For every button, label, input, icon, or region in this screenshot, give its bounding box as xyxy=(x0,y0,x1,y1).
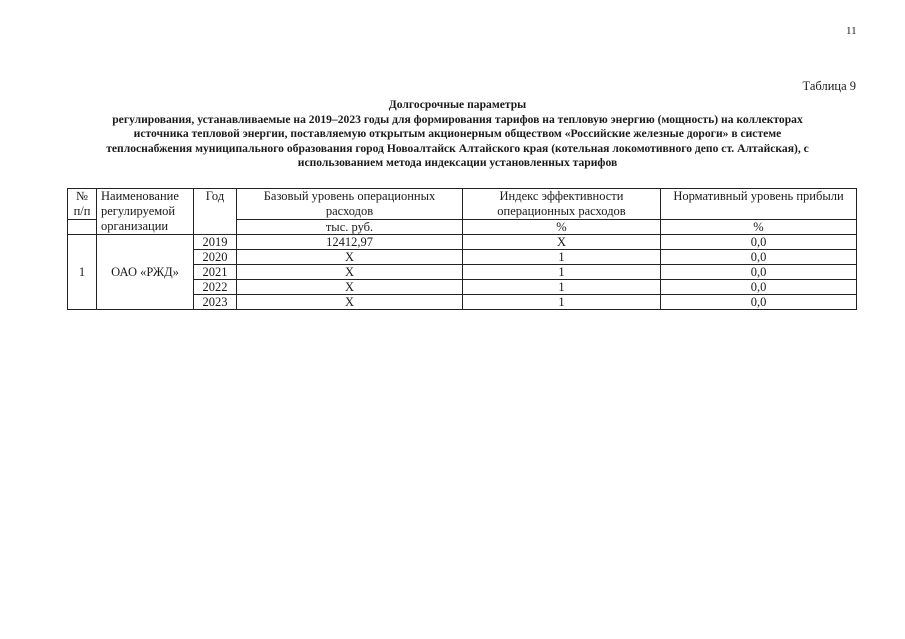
parameters-table xyxy=(67,188,857,310)
base-level-cell: Х xyxy=(237,295,463,310)
profit-level-cell: 0,0 xyxy=(661,235,857,250)
year-cell: 2022 xyxy=(194,280,237,295)
header-num-blank xyxy=(68,220,97,235)
unit-profit-level: % xyxy=(661,220,857,235)
efficiency-index-cell: 1 xyxy=(463,295,661,310)
header-efficiency-index: Индекс эффективности операционных расходов xyxy=(463,189,661,220)
page-number: 11 xyxy=(846,25,857,37)
title-line: теплоснабжения муниципального образования город Новоалтайск Алтайского края (котельная локомотивного депо ст. Алтайская), с xyxy=(106,141,809,155)
base-level-cell: 12412,97 xyxy=(237,235,463,250)
unit-efficiency-index: % xyxy=(463,220,661,235)
year-cell: 2021 xyxy=(194,265,237,280)
unit-base-level: тыс. руб. xyxy=(237,220,463,235)
base-level-cell: Х xyxy=(237,250,463,265)
document-title xyxy=(50,98,865,171)
header-year: Год xyxy=(194,189,237,235)
profit-level-cell: 0,0 xyxy=(661,280,857,295)
profit-level-cell: 0,0 xyxy=(661,265,857,280)
year-cell: 2020 xyxy=(194,250,237,265)
year-cell: 2023 xyxy=(194,295,237,310)
efficiency-index-cell: Х xyxy=(463,235,661,250)
profit-level-cell: 0,0 xyxy=(661,295,857,310)
efficiency-index-cell: 1 xyxy=(463,250,661,265)
base-level-cell: Х xyxy=(237,265,463,280)
table-label: Таблица 9 xyxy=(802,79,856,93)
profit-level-cell: 0,0 xyxy=(661,250,857,265)
title-line: использованием метода индексации установленных тарифов xyxy=(297,156,618,169)
header-base-level: Базовый уровень операционных расходов xyxy=(237,189,463,220)
title-line: регулирования, устанавливаемые на 2019–2023 годы для формирования тарифов на тепловую энергию (мощность) на коллекторах xyxy=(112,112,803,126)
title-line: Долгосрочные параметры xyxy=(388,98,527,111)
year-cell: 2019 xyxy=(194,235,237,250)
header-organization: Наименование регулируемой организации xyxy=(97,189,194,235)
efficiency-index-cell: 1 xyxy=(463,265,661,280)
row-number: 1 xyxy=(68,235,97,310)
base-level-cell: Х xyxy=(237,280,463,295)
organization-name: ОАО «РЖД» xyxy=(97,235,194,310)
table-row xyxy=(68,235,857,250)
header-num: № п/п xyxy=(68,189,97,220)
header-profit-level: Нормативный уровень прибыли xyxy=(661,189,857,220)
efficiency-index-cell: 1 xyxy=(463,280,661,295)
title-line: источника тепловой энергии, поставляемую открытым акционерным обществом «Российские железные дороги» в системе xyxy=(133,127,782,140)
